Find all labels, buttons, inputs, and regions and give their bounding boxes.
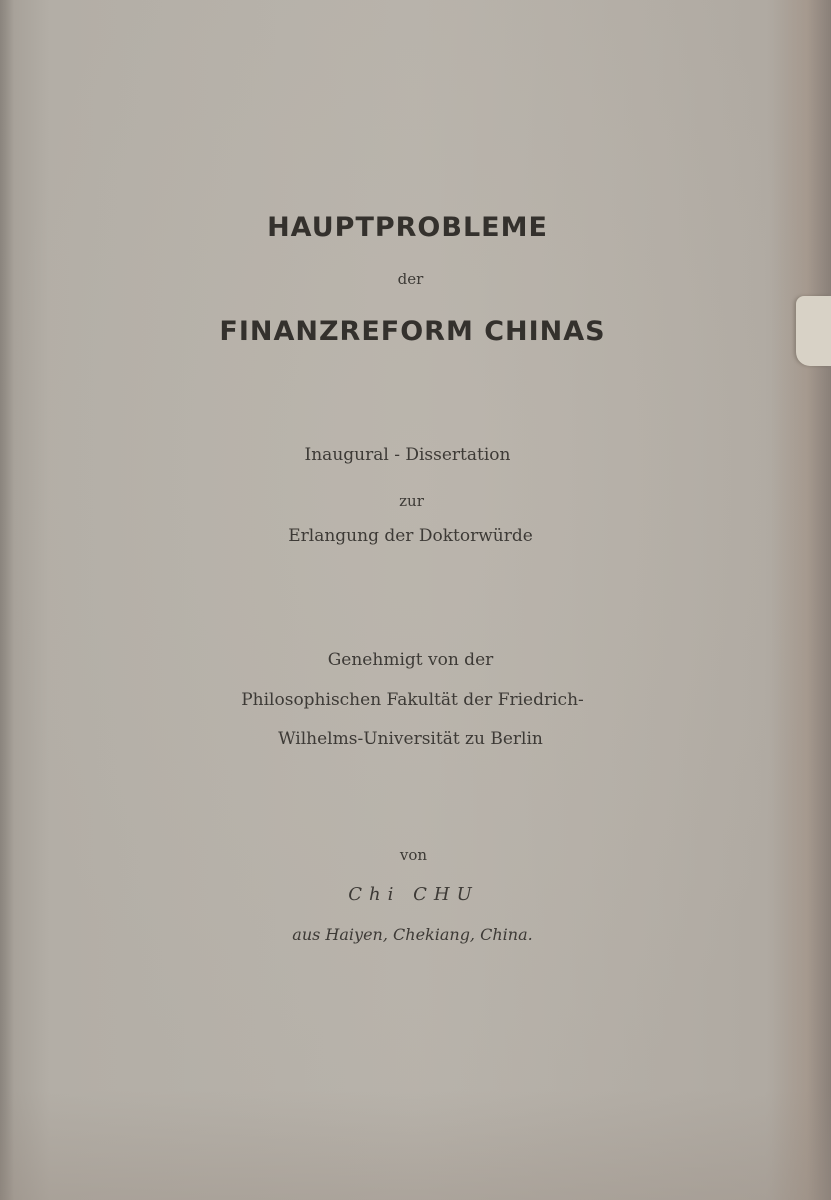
author-name: Chi CHU	[348, 884, 479, 905]
cover-left-edge-shadow	[0, 0, 14, 1200]
subtitle-line-1: Inaugural - Dissertation	[304, 445, 511, 465]
subtitle-line-3: Erlangung der Doktorwürde	[288, 526, 533, 546]
title-line-1: HAUPTPROBLEME	[267, 212, 548, 243]
title-connector: der	[397, 270, 424, 288]
subtitle-line-2: zur	[399, 492, 424, 510]
cover-right-edge-wear	[771, 0, 831, 1200]
by-label: von	[399, 846, 428, 864]
approval-line-1: Genehmigt von der	[327, 650, 494, 670]
approval-line-3: Wilhelms-Universität zu Berlin	[278, 729, 543, 749]
title-line-2: FINANZREFORM CHINAS	[219, 316, 606, 347]
author-origin: aus Haiyen, Chekiang, China.	[292, 925, 533, 944]
cover-bottom-shade	[0, 1090, 831, 1200]
approval-line-2: Philosophischen Fakultät der Friedrich-	[241, 690, 584, 710]
